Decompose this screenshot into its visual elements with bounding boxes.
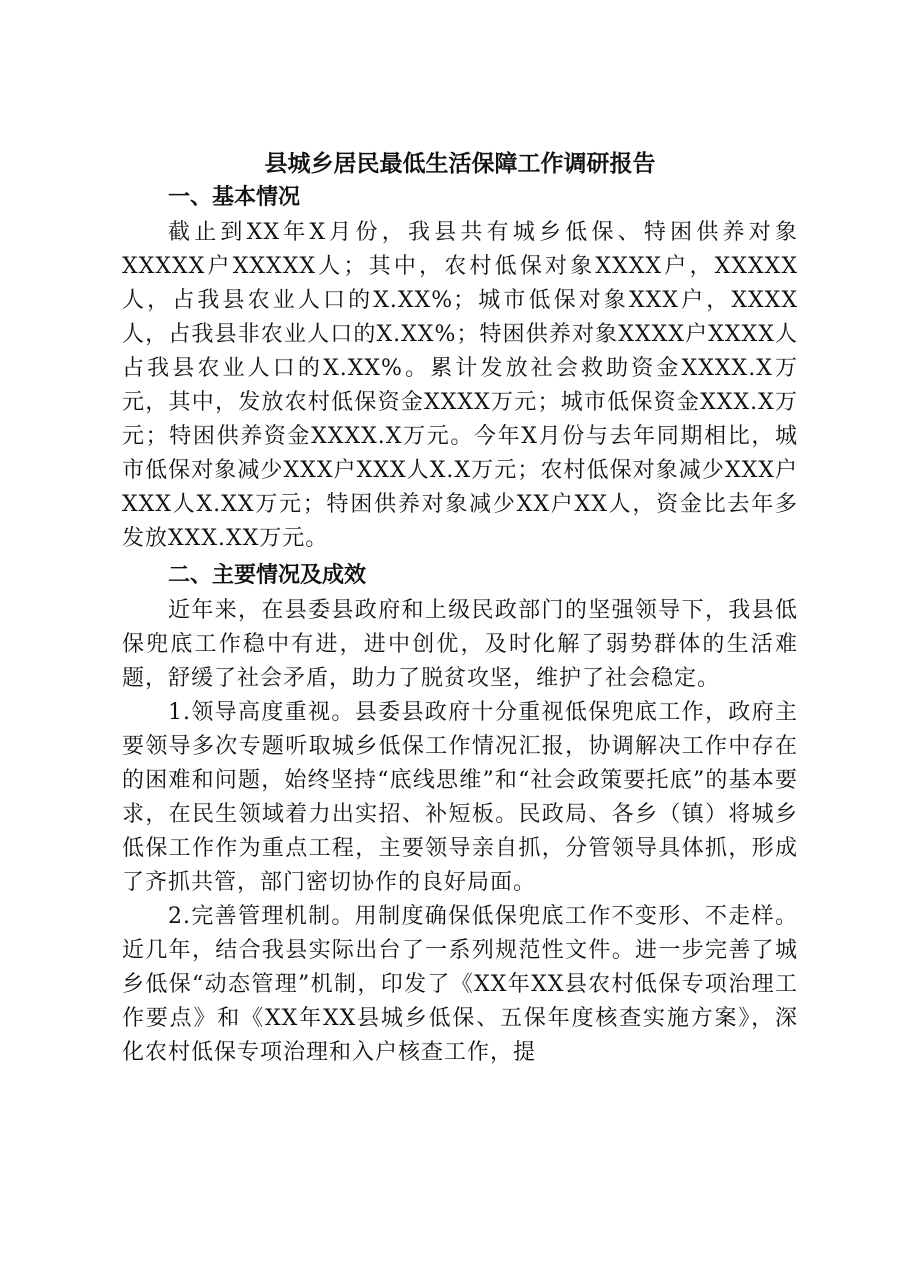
paragraph-intro: 近年来，在县委县政府和上级民政部门的坚强领导下，我县低保兜底工作稳中有进，进中创优，及时化解了弱势群体的生活难题，舒缓了社会矛盾，助力了脱贫攻坚，维护了社会稳定。 — [122, 598, 798, 691]
section-heading-main-results: 二、主要情况及成效 — [168, 563, 367, 588]
section-heading-basic-situation: 一、基本情况 — [168, 185, 301, 210]
paragraph-mechanism: 2.完善管理机制。用制度确保低保兜底工作不变形、不走样。近几年，结合我县实际出台了一系列规范性文件。进一步完善了城乡低保“动态管理”机制，印发了《XX年XX县农村低保专项治理工作要点》和《XX年XX县城乡低保、五保年度核查实施方案》，深化农村低保专项治理和入户核查工作，提 — [122, 904, 798, 1065]
document-body — [122, 146, 798, 1070]
document-title: 县城乡居民最低生活保障工作调研报告 — [264, 150, 656, 177]
paragraph-basic-situation: 截止到XX年X月份，我县共有城乡低保、特困供养对象XXXXX户XXXXX人；其中，农村低保对象XXXX户，XXXXX人，占我县农业人口的X.XX%；城市低保对象XXX户，XXXX人，占我县非农业人口的X.XX%；特困供养对象XXXX户XXXX人占我县农业人口的X.XX%。累计发放社会救助资金XXXX.X万元，其中，发放农村低保资金XXXX万元；城市低保资金XXX.X万元；特困供养资金XXXX.X万元。今年X月份与去年同期相比，城市低保对象减少XXX户XXX人X.X万元；农村低保对象减少XXX户XXX人X.XX万元；特困供养对象减少XX户XX人，资金比去年多发放XXX.XX万元。 — [122, 220, 798, 551]
paragraph-leadership: 1.领导高度重视。县委县政府十分重视低保兜底工作，政府主要领导多次专题听取城乡低保工作情况汇报，协调解决工作中存在的困难和问题，始终坚持“底线思维”和“社会政策要托底”的基本要求，在民生领域着力出实招、补短板。民政局、各乡（镇）将城乡低保工作作为重点工程，主要领导亲自抓，分管领导具体抓，形成了齐抓共管，部门密切协作的良好局面。 — [122, 700, 798, 895]
